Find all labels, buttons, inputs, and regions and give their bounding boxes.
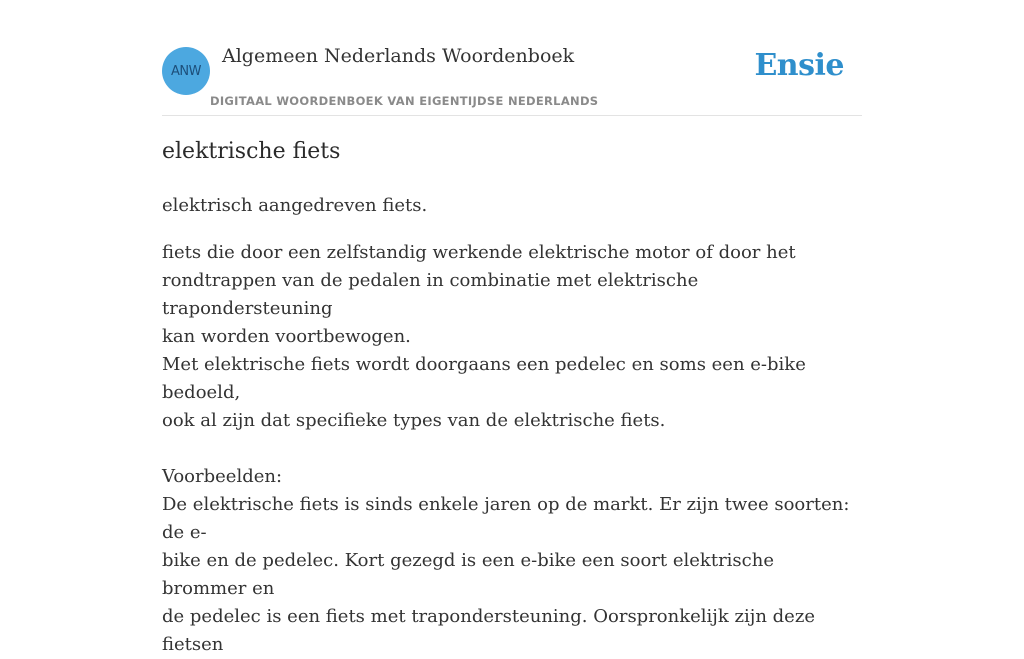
- site-subtitle: DIGITAAL WOORDENBOEK VAN EIGENTIJDSE NEDERLANDS: [210, 94, 599, 108]
- ensie-brand-logo[interactable]: Ensie: [754, 48, 844, 83]
- note-line: Met elektrische fiets wordt doorgaans een pedelec en soms een e-bike bedoeld,: [162, 354, 806, 403]
- example-line: de pedelec is een fiets met trapondersteuning. Oorspronkelijk zijn deze fietsen: [162, 606, 815, 655]
- short-definition: elektrisch aangedreven fiets.: [162, 195, 428, 216]
- examples-label: Voorbeelden:: [162, 466, 283, 487]
- entry-headword: elektrische fiets: [162, 139, 341, 164]
- definition-line: rondtrappen van de pedalen in combinatie met elektrische trapondersteuning: [162, 270, 699, 319]
- example-line: bike en de pedelec. Kort gezegd is een e-bike een soort elektrische brommer en: [162, 550, 774, 599]
- example-line: De elektrische fiets is sinds enkele jaren op de markt. Er zijn twee soorten: de e-: [162, 494, 850, 543]
- paragraph-spacer: [162, 435, 862, 463]
- anw-logo-text: ANW: [171, 63, 201, 79]
- long-definition: [162, 239, 862, 659]
- content-container: [162, 0, 862, 655]
- site-header: [162, 0, 862, 116]
- definition-line: fiets die door een zelfstandig werkende elektrische motor of door het: [162, 242, 796, 263]
- anw-logo[interactable]: [162, 47, 210, 95]
- definition-line: kan worden voortbewogen.: [162, 326, 411, 347]
- note-line: ook al zijn dat specifieke types van de elektrische fiets.: [162, 410, 666, 431]
- site-title[interactable]: Algemeen Nederlands Woordenboek: [222, 45, 575, 67]
